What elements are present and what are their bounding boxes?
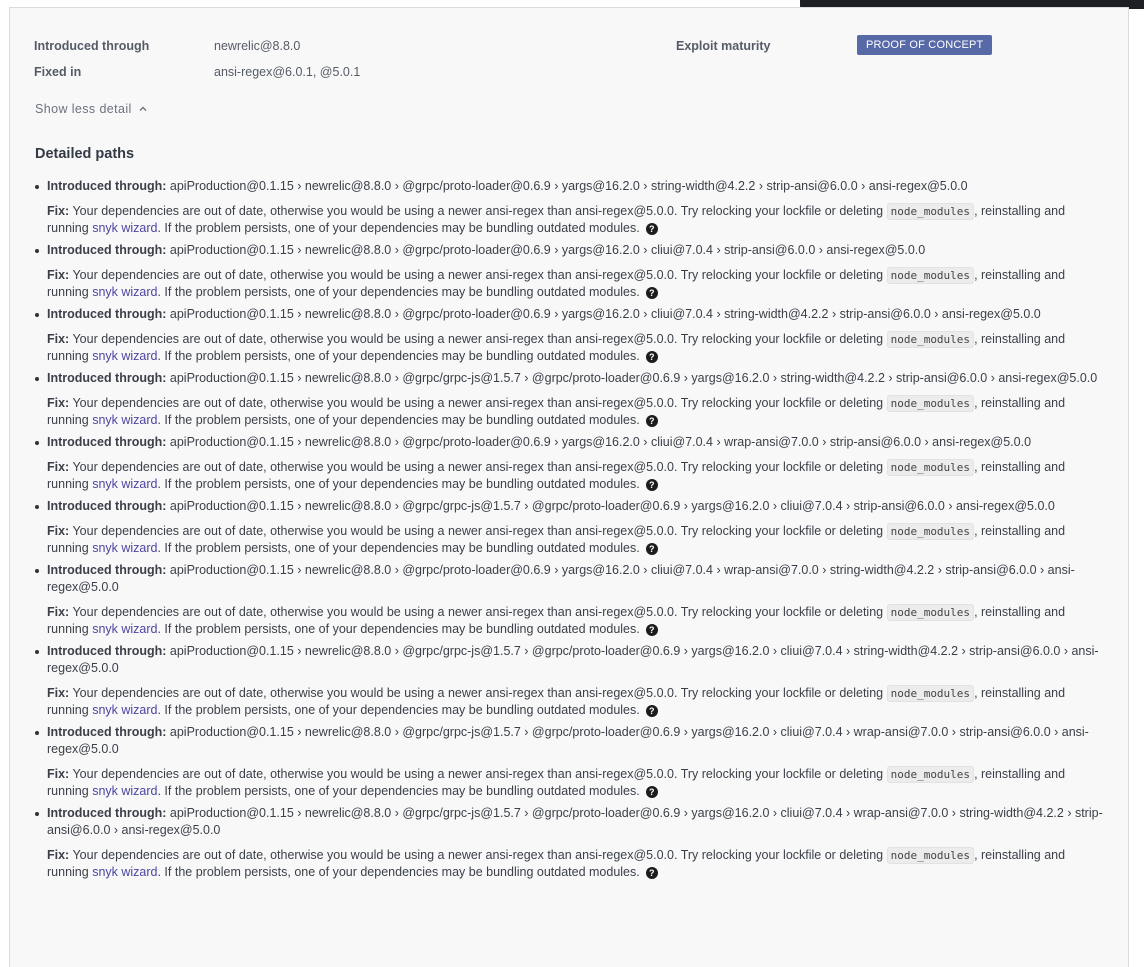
chevron-up-icon — [139, 105, 147, 113]
fix-text-middle: , reinstalling and running — [47, 204, 1066, 235]
help-icon[interactable]: ? — [646, 705, 658, 717]
help-icon[interactable]: ? — [646, 415, 658, 427]
node-modules-code: node_modules — [887, 604, 974, 621]
path-introduced-label: Introduced through: — [47, 563, 167, 577]
help-icon[interactable]: ? — [646, 867, 658, 879]
path-introduced-label: Introduced through: — [47, 499, 167, 513]
path-introduced-line — [47, 242, 1105, 259]
path-chain: apiProduction@0.1.15 › newrelic@8.8.0 › @grpc/grpc-js@1.5.7 › @grpc/proto-loader@0.6.9 › yargs@16.2.0 › cliui@7.0.4 › string-width@4.2.2 › strip-ansi@6.0.0 › ansi-regex@5.0.0 — [47, 644, 1099, 675]
path-fix-line — [47, 604, 1105, 638]
snyk-wizard-link[interactable]: snyk wizard — [92, 285, 158, 299]
path-item — [35, 434, 1105, 493]
snyk-wizard-link[interactable]: snyk wizard — [92, 349, 158, 363]
path-item — [35, 805, 1105, 881]
snyk-wizard-link[interactable]: snyk wizard — [92, 413, 158, 427]
path-introduced-label: Introduced through: — [47, 307, 167, 321]
path-introduced-label: Introduced through: — [47, 243, 167, 257]
path-introduced-line — [47, 178, 1105, 195]
path-introduced-label: Introduced through: — [47, 179, 167, 193]
fix-text-before: Your dependencies are out of date, otherwise you would be using a newer ansi-regex than ansi-regex@5.0.0. Try relocking your lockfile or deleting — [69, 396, 887, 410]
node-modules-code: node_modules — [887, 331, 974, 348]
help-icon[interactable]: ? — [646, 786, 658, 798]
node-modules-code: node_modules — [887, 766, 974, 783]
fix-label: Fix: — [47, 686, 70, 700]
vulnerability-detail-panel — [9, 7, 1129, 967]
fix-text-after: . If the problem persists, one of your dependencies may be bundling outdated modules. — [157, 221, 640, 235]
fix-text-middle: , reinstalling and running — [47, 686, 1066, 717]
node-modules-code: node_modules — [887, 685, 974, 702]
fix-label: Fix: — [47, 524, 70, 538]
fix-text-before: Your dependencies are out of date, otherwise you would be using a newer ansi-regex than ansi-regex@5.0.0. Try relocking your lockfile or deleting — [69, 524, 887, 538]
path-fix-line — [47, 267, 1105, 301]
node-modules-code: node_modules — [887, 847, 974, 864]
path-introduced-line — [47, 370, 1105, 387]
fix-label: Fix: — [47, 767, 70, 781]
path-introduced-line — [47, 724, 1105, 758]
snyk-wizard-link[interactable]: snyk wizard — [92, 865, 158, 879]
path-introduced-label: Introduced through: — [47, 725, 167, 739]
exploit-maturity-badge: PROOF OF CONCEPT — [857, 35, 992, 55]
snyk-wizard-link[interactable]: snyk wizard — [92, 477, 158, 491]
fix-label: Fix: — [47, 605, 70, 619]
detailed-paths-list — [35, 178, 1105, 886]
fix-text-before: Your dependencies are out of date, otherwise you would be using a newer ansi-regex than ansi-regex@5.0.0. Try relocking your lockfile or deleting — [69, 332, 887, 346]
fix-text-middle: , reinstalling and running — [47, 460, 1066, 491]
fix-label: Fix: — [47, 332, 70, 346]
fix-text-before: Your dependencies are out of date, otherwise you would be using a newer ansi-regex than ansi-regex@5.0.0. Try relocking your lockfile or deleting — [69, 204, 887, 218]
fix-text-after: . If the problem persists, one of your dependencies may be bundling outdated modules. — [157, 784, 640, 798]
fix-label: Fix: — [47, 396, 70, 410]
fix-text-before: Your dependencies are out of date, otherwise you would be using a newer ansi-regex than ansi-regex@5.0.0. Try relocking your lockfile or deleting — [69, 605, 887, 619]
path-introduced-label: Introduced through: — [47, 435, 167, 449]
fix-text-after: . If the problem persists, one of your dependencies may be bundling outdated modules. — [157, 541, 640, 555]
path-chain: apiProduction@0.1.15 › newrelic@8.8.0 › @grpc/proto-loader@0.6.9 › yargs@16.2.0 › string-width@4.2.2 › strip-ansi@6.0.0 › ansi-regex@5.0.0 — [169, 179, 968, 193]
path-fix-line — [47, 766, 1105, 800]
path-introduced-line — [47, 498, 1105, 515]
fix-text-middle: , reinstalling and running — [47, 268, 1066, 299]
path-introduced-label: Introduced through: — [47, 371, 167, 385]
fix-text-before: Your dependencies are out of date, otherwise you would be using a newer ansi-regex than ansi-regex@5.0.0. Try relocking your lockfile or deleting — [69, 268, 887, 282]
help-icon[interactable]: ? — [646, 543, 658, 555]
path-introduced-line — [47, 306, 1105, 323]
path-item — [35, 306, 1105, 365]
fix-text-after: . If the problem persists, one of your dependencies may be bundling outdated modules. — [157, 413, 640, 427]
fix-text-middle: , reinstalling and running — [47, 396, 1066, 427]
path-item — [35, 242, 1105, 301]
fix-text-after: . If the problem persists, one of your dependencies may be bundling outdated modules. — [157, 703, 640, 717]
fix-text-middle: , reinstalling and running — [47, 332, 1066, 363]
path-item — [35, 724, 1105, 800]
path-introduced-line — [47, 805, 1105, 839]
node-modules-code: node_modules — [887, 395, 974, 412]
node-modules-code: node_modules — [887, 459, 974, 476]
fix-text-before: Your dependencies are out of date, otherwise you would be using a newer ansi-regex than ansi-regex@5.0.0. Try relocking your lockfile or deleting — [69, 848, 887, 862]
path-item — [35, 370, 1105, 429]
node-modules-code: node_modules — [887, 267, 974, 284]
path-item — [35, 498, 1105, 557]
path-fix-line — [47, 847, 1105, 881]
introduced-through-value: newrelic@8.8.0 — [214, 39, 301, 53]
node-modules-code: node_modules — [887, 203, 974, 220]
path-introduced-line — [47, 643, 1105, 677]
fix-text-after: . If the problem persists, one of your dependencies may be bundling outdated modules. — [157, 865, 640, 879]
path-fix-line — [47, 685, 1105, 719]
node-modules-code: node_modules — [887, 523, 974, 540]
path-chain: apiProduction@0.1.15 › newrelic@8.8.0 › @grpc/proto-loader@0.6.9 › yargs@16.2.0 › cliui@7.0.4 › wrap-ansi@7.0.0 › string-width@4.2.2 › strip-ansi@6.0.0 › ansi-regex@5.0.0 — [47, 563, 1075, 594]
fix-text-after: . If the problem persists, one of your dependencies may be bundling outdated modules. — [157, 622, 640, 636]
path-chain: apiProduction@0.1.15 › newrelic@8.8.0 › @grpc/grpc-js@1.5.7 › @grpc/proto-loader@0.6.9 › yargs@16.2.0 › string-width@4.2.2 › strip-ansi@6.0.0 › ansi-regex@5.0.0 — [169, 371, 1098, 385]
path-introduced-label: Introduced through: — [47, 806, 167, 820]
fix-text-middle: , reinstalling and running — [47, 848, 1066, 879]
path-fix-line — [47, 395, 1105, 429]
snyk-wizard-link[interactable]: snyk wizard — [92, 622, 158, 636]
path-chain: apiProduction@0.1.15 › newrelic@8.8.0 › @grpc/proto-loader@0.6.9 › yargs@16.2.0 › cliui@7.0.4 › strip-ansi@6.0.0 › ansi-regex@5.0.0 — [169, 243, 926, 257]
fix-label: Fix: — [47, 204, 70, 218]
snyk-wizard-link[interactable]: snyk wizard — [92, 541, 158, 555]
fix-label: Fix: — [47, 848, 70, 862]
fix-text-after: . If the problem persists, one of your dependencies may be bundling outdated modules. — [157, 285, 640, 299]
path-chain: apiProduction@0.1.15 › newrelic@8.8.0 › @grpc/grpc-js@1.5.7 › @grpc/proto-loader@0.6.9 › yargs@16.2.0 › cliui@7.0.4 › wrap-ansi@7.0.0 › strip-ansi@6.0.0 › ansi-regex@5.0.0 — [47, 725, 1089, 756]
path-introduced-line — [47, 562, 1105, 596]
exploit-maturity-label: Exploit maturity — [676, 39, 771, 53]
path-item — [35, 562, 1105, 638]
fix-text-before: Your dependencies are out of date, otherwise you would be using a newer ansi-regex than ansi-regex@5.0.0. Try relocking your lockfile or deleting — [69, 767, 887, 781]
snyk-wizard-link[interactable]: snyk wizard — [92, 703, 158, 717]
path-chain: apiProduction@0.1.15 › newrelic@8.8.0 › @grpc/proto-loader@0.6.9 › yargs@16.2.0 › cliui@7.0.4 › string-width@4.2.2 › strip-ansi@6.0.0 › ansi-regex@5.0.0 — [169, 307, 1041, 321]
path-chain: apiProduction@0.1.15 › newrelic@8.8.0 › @grpc/proto-loader@0.6.9 › yargs@16.2.0 › cliui@7.0.4 › wrap-ansi@7.0.0 › strip-ansi@6.0.0 › ansi-regex@5.0.0 — [169, 435, 1032, 449]
fixed-in-value: ansi-regex@6.0.1, @5.0.1 — [214, 65, 361, 79]
detailed-paths-heading: Detailed paths — [35, 146, 135, 162]
path-fix-line — [47, 203, 1105, 237]
fix-text-middle: , reinstalling and running — [47, 524, 1066, 555]
path-chain: apiProduction@0.1.15 › newrelic@8.8.0 › @grpc/grpc-js@1.5.7 › @grpc/proto-loader@0.6.9 › yargs@16.2.0 › cliui@7.0.4 › strip-ansi@6.0.0 › ansi-regex@5.0.0 — [169, 499, 1055, 513]
help-icon[interactable]: ? — [646, 351, 658, 363]
help-icon[interactable]: ? — [646, 624, 658, 636]
path-fix-line — [47, 459, 1105, 493]
help-icon[interactable]: ? — [646, 223, 658, 235]
fix-text-middle: , reinstalling and running — [47, 767, 1066, 798]
help-icon[interactable]: ? — [646, 479, 658, 491]
path-introduced-label: Introduced through: — [47, 644, 167, 658]
fix-text-after: . If the problem persists, one of your dependencies may be bundling outdated modules. — [157, 477, 640, 491]
fix-text-before: Your dependencies are out of date, otherwise you would be using a newer ansi-regex than ansi-regex@5.0.0. Try relocking your lockfile or deleting — [69, 686, 887, 700]
path-fix-line — [47, 523, 1105, 557]
fix-label: Fix: — [47, 268, 70, 282]
show-less-detail-toggle[interactable] — [35, 102, 147, 116]
path-item — [35, 643, 1105, 719]
path-item — [35, 178, 1105, 237]
help-icon[interactable]: ? — [646, 287, 658, 299]
path-chain: apiProduction@0.1.15 › newrelic@8.8.0 › @grpc/grpc-js@1.5.7 › @grpc/proto-loader@0.6.9 › yargs@16.2.0 › cliui@7.0.4 › wrap-ansi@7.0.0 › string-width@4.2.2 › strip-ansi@6.0.0 › ansi-regex@5.0.0 — [47, 806, 1103, 837]
snyk-wizard-link[interactable]: snyk wizard — [92, 221, 158, 235]
fix-label: Fix: — [47, 460, 70, 474]
path-fix-line — [47, 331, 1105, 365]
path-introduced-line — [47, 434, 1105, 451]
show-less-detail-label: Show less detail — [35, 102, 132, 116]
fix-text-middle: , reinstalling and running — [47, 605, 1066, 636]
snyk-wizard-link[interactable]: snyk wizard — [92, 784, 158, 798]
fix-text-before: Your dependencies are out of date, otherwise you would be using a newer ansi-regex than ansi-regex@5.0.0. Try relocking your lockfile or deleting — [69, 460, 887, 474]
fix-text-after: . If the problem persists, one of your dependencies may be bundling outdated modules. — [157, 349, 640, 363]
fixed-in-label: Fixed in — [34, 65, 82, 79]
introduced-through-label: Introduced through — [34, 39, 150, 53]
